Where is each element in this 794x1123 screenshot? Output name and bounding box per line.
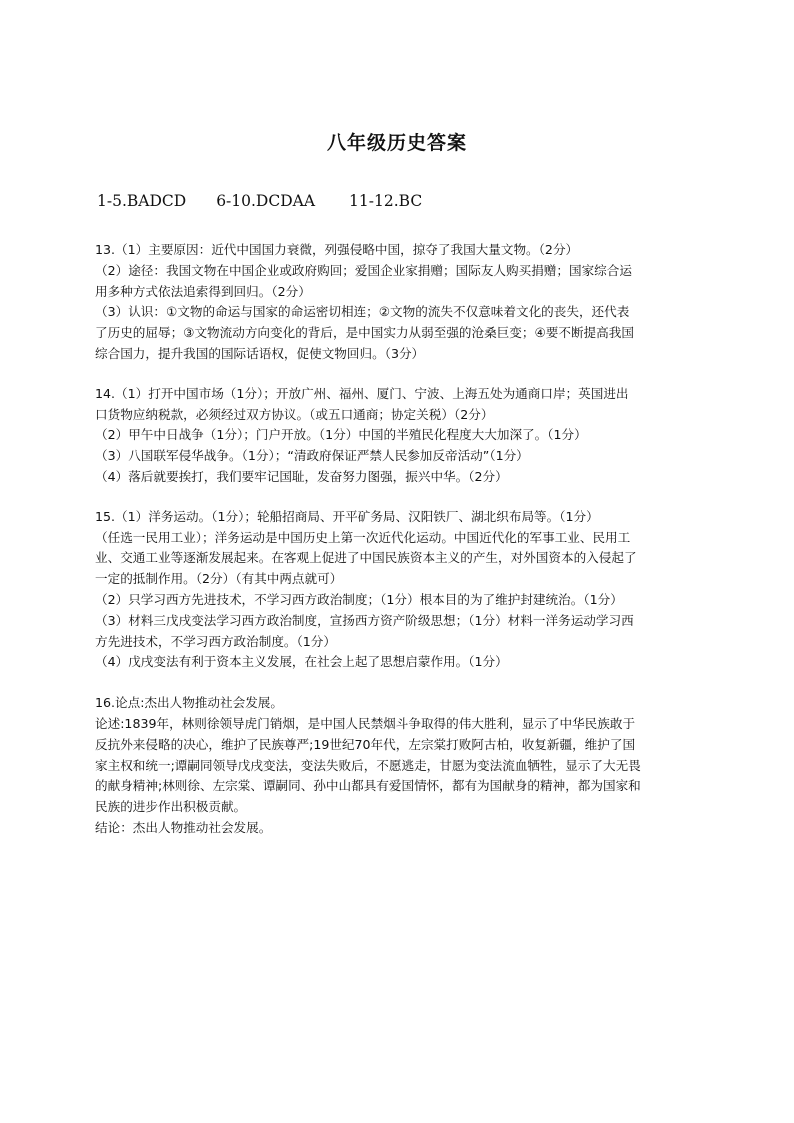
answer-line: （任选一民用工业）；洋务运动是中国历史上第一次近代化运动。中国近代化的军事工业、民用工: [95, 529, 631, 545]
mc-answers-11-12: 11-12.BC: [349, 192, 423, 210]
answer-line: 方先进技术，不学习西方政治制度。（1分）: [95, 633, 336, 649]
answer-line: （2）甲午中日战争（1分）；门户开放。（1分）中国的半殖民化程度大大加深了。（1分）: [95, 427, 587, 443]
section-spacer: [95, 365, 710, 384]
question-14-answer: [95, 384, 710, 488]
answer-line: （2）途径：我国文物在中国企业或政府购回；爱国企业家捐赠；国际友人购买捐赠；国家综合运: [95, 262, 632, 278]
answer-line: （3）八国联军侵华战争。（1分）；“清政府保证严禁人民参加反帝活动”（1分）: [95, 448, 529, 464]
answer-line: 家主权和统一;谭嗣同领导戊戌变法，变法失败后，不愿逃走，甘愿为变法流血牺牲，显示了大无畏: [95, 757, 641, 773]
section-spacer: [95, 673, 710, 693]
answer-line: （4）戊戌变法有利于资本主义发展，在社会上起了思想启蒙作用。（1分）: [95, 654, 508, 670]
answer-line: （3）材料三戊戌变法学习西方政治制度，宣扬西方资产阶级思想；（1分）材料一洋务运动学习西: [95, 612, 634, 628]
answer-line: （2）只学习西方先进技术，不学习西方政治制度；（1分）根本目的为了维护封建统治。（1分）: [95, 591, 623, 607]
answer-line: （3）认识：①文物的命运与国家的命运密切相连；②文物的流失不仅意味着文化的丧失，还代表: [95, 304, 630, 320]
answer-line: 民族的进步作出积极贡献。: [95, 799, 247, 815]
question-16-answer: [95, 693, 710, 839]
answer-line: 的献身精神;林则徐、左宗棠、谭嗣同、孙中山都具有爱国情怀，都有为国献身的精神，都为国家和: [95, 778, 641, 794]
question-15-answer: [95, 507, 710, 673]
answer-line: 16.论点:杰出人物推动社会发展。: [95, 695, 283, 711]
answer-line: 14.（1）打开中国市场（1分）；开放广州、福州、厦门、宁波、上海五处为通商口岸；英国进出: [95, 385, 629, 401]
multiple-choice-answers: [97, 192, 422, 210]
answer-line: 反抗外来侵略的决心，维护了民族尊严;19世纪70年代，左宗棠打败阿古柏，收复新疆，维护了国: [95, 736, 636, 752]
page-title: 八年级历史答案: [326, 132, 467, 154]
answer-line: 用多种方式依法追索得到回归。（2分）: [95, 283, 311, 299]
answer-line: 13.（1）主要原因：近代中国国力衰微，列强侵略中国，掠夺了我国大量文物。（2分）: [95, 242, 579, 257]
answer-line: 结论：杰出人物推动社会发展。: [95, 819, 272, 835]
answer-line: 业、交通工业等逐渐发展起来。在客观上促进了中国民族资本主义的产生，对外国资本的入侵起了: [95, 550, 637, 566]
answer-line: 综合国力，提升我国的国际话语权，促使文物回归。（3分）: [95, 345, 425, 361]
question-13-answer: [95, 240, 710, 365]
section-spacer: [95, 488, 710, 507]
answer-line: （4）落后就要挨打，我们要牢记国耻，发奋努力图强，振兴中华。（2分）: [95, 468, 508, 484]
answer-line: 15.（1）洋务运动。（1分）；轮船招商局、开平矿务局、汉阳铁厂、湖北织布局等。（1分）: [95, 508, 599, 524]
mc-answers-6-10: 6-10.DCDAA: [216, 192, 316, 210]
answer-body: [95, 240, 710, 839]
mc-answers-1-5: 1-5.BADCD: [97, 192, 187, 210]
answer-line: 论述:1839年，林则徐领导虎门销烟，是中国人民禁烟斗争取得的伟大胜利，显示了中华民族敢于: [95, 715, 636, 731]
answer-line: 一定的抵制作用。（2分）（有其中两点就可）: [95, 571, 343, 587]
answer-line: 了历史的屈辱；③文物流动方向变化的背后，是中国实力从弱至强的沧桑巨变；④要不断提高我国: [95, 325, 634, 341]
answer-line: 口货物应纳税款，必须经过双方协议。（或五口通商；协定关税）（2分）: [95, 406, 494, 422]
